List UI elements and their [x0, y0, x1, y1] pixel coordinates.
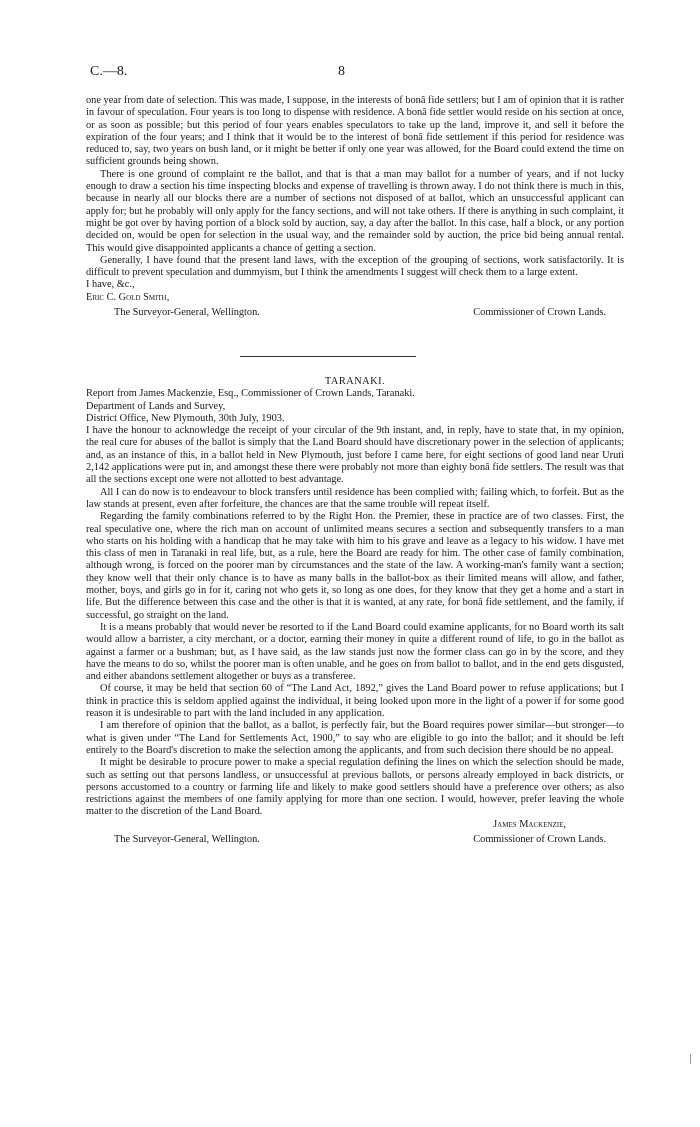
paragraph: Regarding the family combinations referred to by the Right Hon. the Premier, these in practice are of two classes. First, the real speculative one, where the rich man on account of unlimited means secures a section and subsequently transfers to a man who starts on his holding with a handicap that he may take with him to his grave and leave as a legacy to his widow. I have met this class of men in Taranaki in real life, but, as a rule, here the Board are ready for him. The other case of family combination, although wrong, is forced on the poorer man by circumstances and the state of the law. A working-man's family want a section; they know well that their only chance is to have as many balls in the ballot-box as their limited means will allow, and father, mother, boys, and girls go in for it, caring not who gets it, so long as one does, for they know that they get a home and a start in life. But the difference between this case and the other is that it is wanted, at any rate, for bonâ fide settlement, and the family, if successful, go straight on the land. [86, 511, 624, 621]
signature-title: Commissioner of Crown Lands. [473, 833, 606, 845]
report-taranaki [86, 376, 624, 846]
section-title: TARANAKI. [324, 376, 386, 387]
paragraph: one year from date of selection. This was made, I suppose, in the interests of bonâ fide settlers; but I am of opinion that it is rather in favour of speculation. Four years is too long to dispense with residence. A bonâ fide settler would reside on his section at once, or as soon as possible; but this period of four years enables speculators to take up the land, improve it, and sell it before the expiration of the four years; and I think that it would be to the interest of bonâ fide settlement if this period for residence was reduced to, say, two years on bush land, or it might be better if only one year was allowed, for the Board could extend the time on sufficient grounds being shown. [86, 95, 624, 168]
page-header [90, 64, 610, 84]
report-heading: Report from James Mackenzie, Esq., Commissioner of Crown Lands, Taranaki. [86, 388, 415, 400]
signature-title: Commissioner of Crown Lands. [473, 307, 606, 319]
page-number: 8 [338, 64, 345, 79]
paragraph: Generally, I have found that the present land laws, with the exception of the grouping of sections, work satisfactorily. It is difficult to prevent speculation and dummyism, but I think the amendments I suggest will check them to a large extent. [86, 254, 624, 279]
paragraph: I have the honour to acknowledge the receipt of your circular of the 9th instant, and, in reply, have to state that, in my opinion, the real cure for abuses of the ballot is simply that the Land Board should have discretionary power in the selection of applicants; and, as an instance of this, in a ballot held in New Plymouth, just before I came here, for eight sections of good land near Uruti 2,142 applications were put in, and amongst these there were probably not more than eighty bonâ fide settlers. The result was that all the sections except one were not allotted to best advantage. [86, 425, 624, 486]
paragraph: All I can do now is to endeavour to block transfers until residence has been complied with; failing which, to forfeit. But as the law stands at present, even after forfeiture, the chances are that the same trouble will repeat itself. [86, 486, 624, 510]
paragraph: Of course, it may be held that section 60 of “The Land Act, 1892,” gives the Land Board power to refuse applications; but I think in practice this is seldom applied against the individual, it being looked upon more in the light of a power if for some good reason it is undesirable to part with the land included in any application. [86, 683, 624, 720]
paragraph: It might be desirable to procure power to make a special regulation defining the lines on which the selection should be made, such as setting out that persons landless, or unsuccessful at previous ballots, or persons already employed in back districts, or persons accustomed to a country or farming life and likely to make good settlers should have a preference over others; as also restrictions against the members of one family applying for more than one section. I would, however, prefer leaving the whole matter to the discretion of the Land Board. [86, 757, 624, 818]
signature-name: Eric C. Gold Smith, [86, 291, 170, 303]
address-line [86, 834, 624, 846]
address-line [86, 307, 624, 319]
signature-name: James Mackenzie, [493, 818, 566, 830]
paragraph: I am therefore of opinion that the ballot, as a ballot, is perfectly fair, but the Board requires power similar—but stronger—to what is given under “The Land for Settlements Act, 1900,” to say who are eligible to go into the ballot; and it should be left entirely to the Board's discretion to make the selection among the applicants, and from such decision there should be no appeal. [86, 720, 624, 756]
addressee: The Surveyor-General, Wellington. [114, 833, 260, 845]
margin-mark [690, 1054, 697, 1064]
document-code: C.—8. [90, 64, 128, 79]
closing-line: I have, &c., [86, 279, 135, 291]
paragraph: It is a means probably that would never be resorted to if the Land Board could examine applicants, for no Board worth its salt would allow a barrister, a city merchant, or a doctor, earning their money in quite a different round of life, to go in the ballot as against a farmer or a bushman; but, as I have said, as the law stands just now the former class can go in by the score, and they have the means to do so, whilst the poorer man is often unable, and he goes on from ballot to ballot, and in the end gets disgusted, and either abandons settlement altogether or buys as a transferee. [86, 621, 624, 683]
location-date-line: District Office, New Plymouth, 30th July, 1903. [86, 412, 285, 424]
paragraph: There is one ground of complaint re the ballot, and that is that a man may ballot for a number of years, and if not lucky enough to draw a section his time inspecting blocks and expense of travelling is thrown away. I do not think there is much in this, because in nearly all our blocks there are a number of sections not disposed of at ballot, which an unsuccessful applicant can apply for; but he probably will only apply for the fancy sections, and will not take others. If there is anything in such complaint, it might be got over by having portion of a block sold by auction, say, a day after the ballot. In this case, half a block, or any portion decided on, would be open for selection in the usual way, and the remainder sold by auction, the price bid being annual rental. This would give disappointed applicants a chance of getting a section. [86, 168, 624, 254]
section-divider [240, 356, 416, 357]
department-line: Department of Lands and Survey, [86, 400, 226, 412]
addressee: The Surveyor-General, Wellington. [114, 307, 260, 319]
letter-gold-smith [86, 95, 624, 319]
